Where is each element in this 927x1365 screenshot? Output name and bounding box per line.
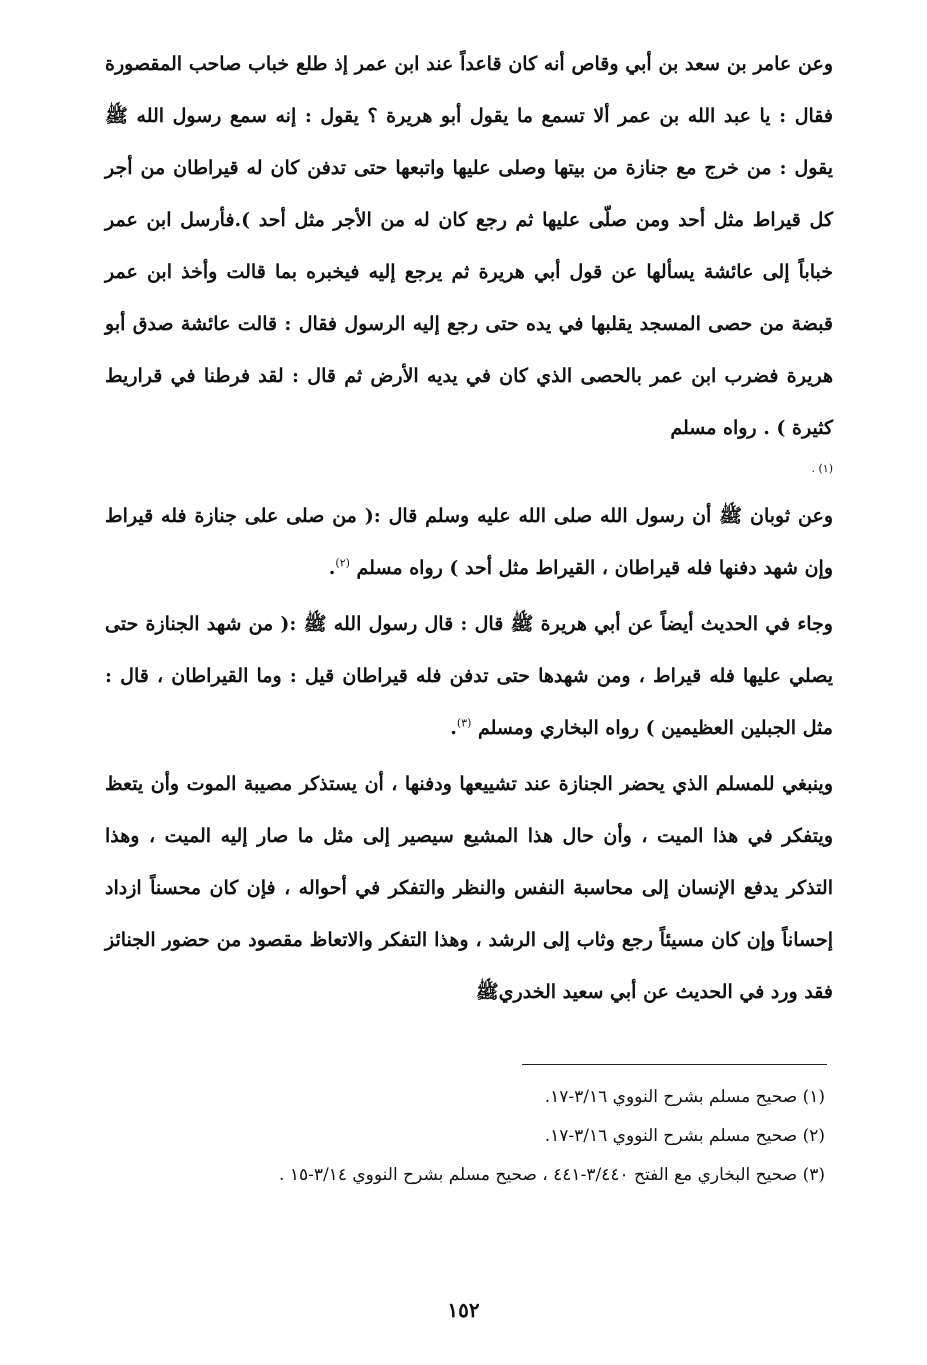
paragraph-text: وعن ثوبان ﷺ أن رسول الله صلى الله عليه وسلم قال :( من صلى على جنازة فله قيراط وإن شهد دفنها فله قيراطان ، القيراط مثل أحد ) رواه مسلم bbox=[105, 505, 833, 579]
footnote-divider bbox=[522, 1064, 827, 1065]
paragraph-abu-hurairah-hadith bbox=[105, 598, 833, 754]
paragraph-thawban-hadith bbox=[105, 490, 833, 594]
footnote-1: (١) صحيح مسلم بشرح النووي ٣/١٦-١٧. bbox=[544, 1087, 825, 1107]
main-text bbox=[105, 38, 833, 1018]
paragraph-text: وعن عامر بن سعد بن أبي وقاص أنه كان قاعداً عند ابن عمر إذ طلع خباب صاحب المقصورة فقال : يا عبد الله بن عمر ألا تسمع ما يقول أبو هريرة ؟ يقول : إنه سمع رسول الله ﷺ يقول : من خرج مع جنازة من بيتها وصلى عليها واتبعها حتى تدفن كان له قيراطان من أجر كل قيراط مثل أحد ومن صلّى عليها ثم رجع كان له من الأجر مثل أحد ).فأرسل ابن عمر خباباً إلى عائشة يسألها عن قول أبي هريرة ثم يرجع إليه فيخبره بما قالت وأخذ ابن عمر قبضة من حصى المسجد يقلبها في يده حتى رجع إليه الرسول فقال : قالت عائشة صدق أبو هريرة فضرب ابن عمر بالحصى الذي كان في يديه الأرض ثم قال : لقد فرطنا في قراريط كثيرة ) . رواه مسلم bbox=[105, 53, 833, 439]
footnote-3: (٣) صحيح البخاري مع الفتح ٣/٤٤٠-٤٤١ ، صحيح مسلم بشرح النووي ٣/١٤-١٥ . bbox=[279, 1165, 825, 1185]
footnote-reference: (٢) bbox=[335, 556, 350, 570]
paragraph-text: وينبغي للمسلم الذي يحضر الجنازة عند تشييعها ودفنها ، أن يستذكر مصيبة الموت وأن يتعظ ويتفكر في هذا الميت ، وأن حال هذا المشيع سيصير إلى مثل ما صار إليه الميت ، وهذا التذكر يدفع الإنسان إلى محاسبة النفس والنظر والتفكر في أحواله ، فإن كان محسناً ازداد إحساناً وإن كان مسيئاً رجع وثاب إلى الرشد ، وهذا التفكر والاتعاظ مقصود من حضور الجنائز فقد ورد في الحديث عن أبي سعيد الخدريﷺ bbox=[105, 773, 833, 1003]
footnote-reference: (٣) bbox=[456, 716, 472, 730]
footnote-reference: (١) . bbox=[811, 462, 833, 475]
paragraph-trail: . bbox=[450, 717, 457, 739]
page-number: ١٥٢ bbox=[447, 1298, 480, 1322]
paragraph-text: وجاء في الحديث أيضاً عن أبي هريرة ﷺ قال : قال رسول الله ﷺ :( من شهد الجنازة حتى يصلي عليها فله قيراط ، ومن شهدها حتى تدفن فله قيراطان قيل : وما القيراطان ، قال : مثل الجبلين العظيمين ) رواه البخاري ومسلم bbox=[105, 613, 833, 739]
paragraph-trail: . bbox=[328, 557, 336, 579]
paragraph-amir-hadith bbox=[105, 38, 833, 484]
footnote-2: (٢) صحيح مسلم بشرح النووي ٣/١٦-١٧. bbox=[544, 1126, 825, 1146]
footnotes bbox=[105, 1078, 825, 1195]
paragraph-reflection bbox=[105, 758, 833, 1018]
